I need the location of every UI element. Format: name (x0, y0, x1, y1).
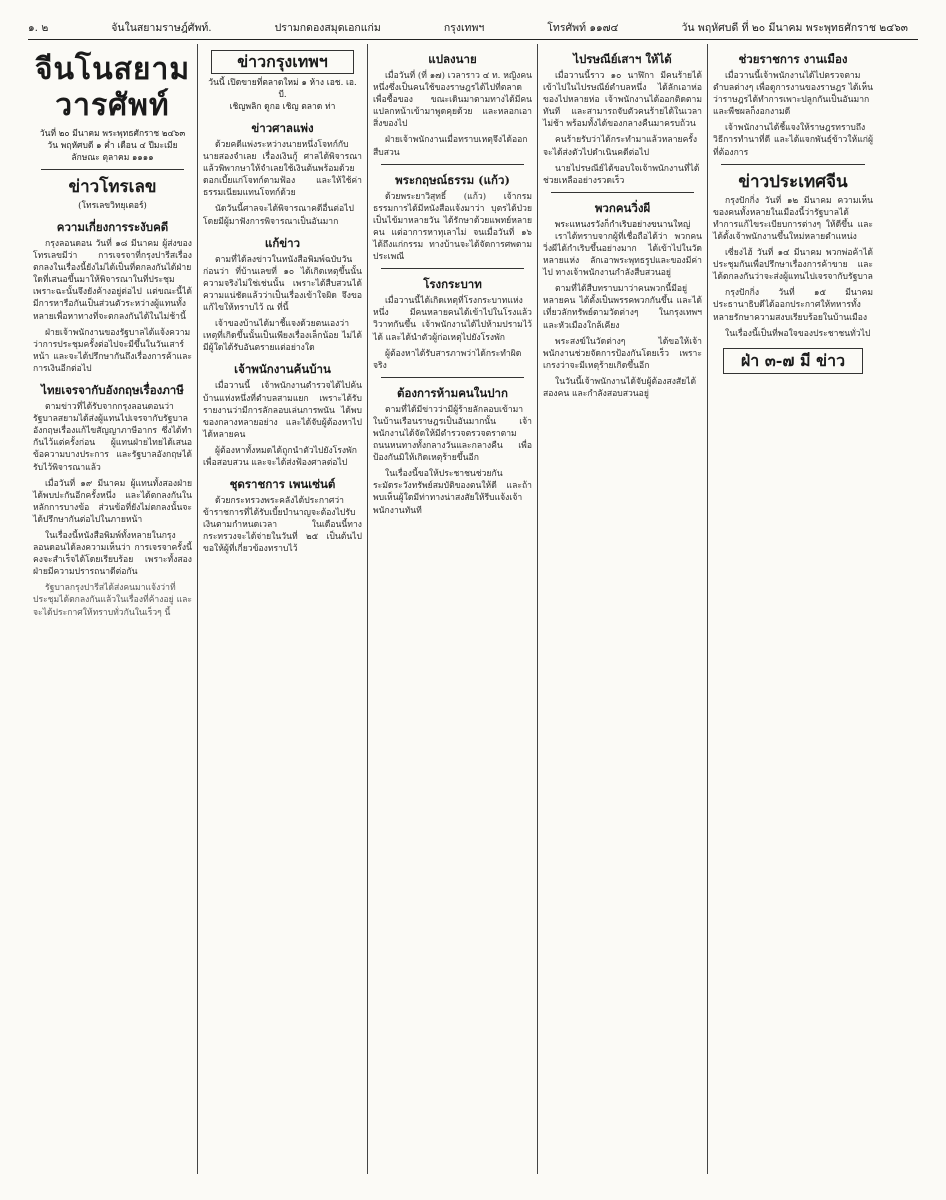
column-3 (368, 44, 538, 1174)
article-heading: ไปรษณีย์เสาฯ ให้ได้ (573, 52, 672, 66)
divider (381, 377, 524, 378)
columns (28, 44, 918, 1174)
article-heading: แปลงนาย (428, 52, 477, 66)
article-heading: พวกคนวิ่งผี (594, 200, 651, 215)
article-heading: ช่วยราชการ งานเมือง (738, 52, 848, 66)
publisher: ปรามกดองสมุดเอกแก่ม (274, 21, 381, 34)
continued-notice: ฝ่า ๓-๗ มี ข่าว (723, 348, 863, 374)
city: กรุงเทพฯ (443, 21, 485, 34)
article-heading: แก้ข่าว (264, 235, 301, 250)
column-1 (28, 44, 198, 1174)
article-paragraph: ด้วยคดีแพ่งระหว่างนายหนึ่งโจทก์กับนายสองจำเลย เรื่องเงินกู้ ศาลได้พิจารณาแล้วพิพากษาให้จำเลยใช้เงินต้นพร้อมด้วยดอกเบี้ยแก่โจทก์ตามฟ้อง และให้ใช้ค่าธรรมเนียมแทนโจทก์ด้วย (203, 140, 362, 199)
article-paragraph: เจ้าพนักงานได้ชี้แจงให้ราษฎรทราบถึงวิธีการทำนาที่ดี และได้แจกพันธุ์ข้าวให้แก่ผู้ที่ต้องการ (713, 123, 873, 158)
article-paragraph: เมื่อวันที่ ๑๙ มีนาคม ผู้แทนทั้งสองฝ่ายได้พบปะกันอีกครั้งหนึ่ง และได้ตกลงกันในหลักการบางข้อ ส่วนข้อที่ยังไม่ตกลงนั้นจะได้ปรึกษากันต่อไปในภายหน้า (33, 478, 192, 525)
column-2 (198, 44, 368, 1174)
article-heading: ต้องการห้ามคนในปาก (397, 385, 508, 400)
article-paragraph: ในเรื่องนี้เป็นที่พอใจของประชาชนทั่วไป (725, 328, 871, 339)
article-paragraph: นายไปรษณีย์ได้ขอบใจเจ้าพนักงานที่ได้ช่วยเหลืออย่างรวดเร็ว (543, 163, 700, 186)
article-paragraph: ในวันนี้เจ้าพนักงานได้จับผู้ต้องสงสัยได้สองคน และกำลังสอบสวนอยู่ (543, 376, 697, 399)
article-paragraph: ฝ่ายเจ้าพนักงานของรัฐบาลได้แจ้งความว่าการประชุมครั้งต่อไปจะมีขึ้นในวันเสาร์หน้า และจะได้ปรึกษากันถึงเรื่องการค้าและการเงินอีกต่อไป (33, 327, 192, 374)
article-heading: ชุดราชการ เพนเซ่นต์ (229, 477, 336, 492)
notice-line: เชิญพลิก ดูกอ เชิญ ตลาด ท่า (229, 102, 336, 112)
article-paragraph: กรุงปักกิ่ง วันที่ ๑๕ มีนาคม ประธานาธิบดีได้ออกประกาศให้ทหารทั้งหลายรักษาความสงบเรียบร้อยในบ้านเมือง (713, 288, 873, 323)
article-paragraph: เมื่อวันที่ (ที่ ๑๗) เวลาราว ๔ ท. หญิงคนหนึ่งซึ่งเป็นคนใช้ของราษฎรได้ไปที่ตลาดเพื่อซื้อของ ขณะเดินมาตามทางได้มีคนแปลกหน้าเข้ามาพูดคุยด้วย และหลอกเอาสิ่งของไป (373, 71, 532, 130)
paper-name: จันในสยามราษฎ์ศัพท์. (111, 21, 212, 34)
phone: โทรศัพท์ ๑๑๗๔ (547, 21, 619, 34)
article-paragraph: เมื่อวานนี้เจ้าพนักงานได้ไปตรวจตามตำบลต่างๆ เพื่อดูการงานของราษฎร ได้เห็นว่าราษฎรได้ทำการเพาะปลูกกันเป็นอันมาก และพืชผลก็งอกงามดี (713, 71, 873, 118)
article-paragraph: ในเรื่องนี้ขอให้ประชาชนช่วยกันระมัดระวังทรัพย์สมบัติของตนให้ดี และถ้าพบเห็นผู้ใดมีท่าทางน่าสงสัยให้รีบแจ้งเจ้าพนักงานทันที (373, 469, 532, 516)
article-paragraph: เมื่อวานนี้ราว ๑๐ นาฬิกา มีคนร้ายได้เข้าไปในไปรษณีย์ตำบลหนึ่ง ได้ลักเอาห่อของไปหลายห่อ เจ้าพนักงานได้ออกติดตามทันที และสามารถจับตัวคนร้ายได้ในเวลาไม่ช้า พร้อมทั้งได้ของกลางคืนมาครบถ้วน (543, 71, 702, 130)
issue-line-1: วันที่ ๒๐ มีนาคม พระพุทธศักราช ๒๔๖๓ (39, 129, 186, 139)
column-4 (538, 44, 708, 1174)
article-heading: พระกฤษณ์ธรรม (แก้ว) (395, 172, 510, 187)
article-heading: ความเกี่ยงการระงับคดี (56, 220, 169, 234)
article-paragraph: เมื่อวานนี้ได้เกิดเหตุที่โรงกระบาทแห่งหนึ่ง มีคนหลายคนได้เข้าไปในโรงแล้ววิวาทกันขึ้น เจ้าพนักงานได้ไปห้ามปรามไว้ได้ และได้นำตัวผู้ก่อเหตุไปยังโรงพัก (373, 296, 532, 343)
article-paragraph: ด้วยกระทรวงพระคลังได้ประกาศว่า ข้าราชการที่ได้รับเบี้ยบำนาญจะต้องไปรับเงินตามกำหนดเวลา ในเดือนนี้ทางกระทรวงจะได้จ่ายในวันที่ ๒๕ เป็นต้นไป ขอให้ผู้ที่เกี่ยวข้องทราบไว้ (203, 496, 362, 555)
article-paragraph: ตามข่าวที่ได้รับจากกรุงลอนดอนว่า รัฐบาลสยามได้ส่งผู้แทนไปเจรจากับรัฐบาลอังกฤษเรื่องแก้ไขสัญญาภาษีอากร ซึ่งได้ทำกันไว้แต่ครั้งก่อน ผู้แทนฝ่ายไทยได้เสนอข้อความบางประการ และรัฐบาลอังกฤษได้รับไว้พิจารณาแล้ว (33, 402, 192, 473)
masthead: จีนโนสยามวารศัพท์ (34, 52, 191, 123)
newspaper-page (28, 18, 918, 1178)
article-subheading: พระแหนงรวังก็กำเริบอย่างขนานใหญ่ (554, 219, 691, 230)
article-paragraph: ตามที่ได้สืบทราบมาว่าคนพวกนี้มีอยู่หลายคน ได้ตั้งเป็นพรรคพวกกันขึ้น และได้เที่ยวลักทรัพย์ตามวัดต่างๆ ในกรุงเทพฯ และหัวเมืองใกล้เคียง (543, 284, 702, 331)
article-paragraph: เซี่ยงไฮ้ วันที่ ๑๔ มีนาคม พวกพ่อค้าได้ประชุมกันเพื่อปรึกษาเรื่องการค้าขาย และได้ตกลงกันว่าจะส่งผู้แทนไปเจรจากับรัฐบาล (713, 248, 873, 283)
article-paragraph: ผู้ต้องหาได้รับสารภาพว่าได้กระทำผิดจริง (373, 348, 522, 371)
article-paragraph: ในเรื่องนี้หนังสือพิมพ์ทั้งหลายในกรุงลอนดอนได้ลงความเห็นว่า การเจรจาครั้งนี้คงจะสำเร็จได้โดยเรียบร้อย เพราะทั้งสองฝ่ายมีความปรารถนาดีต่อกัน (33, 530, 192, 578)
divider (41, 169, 184, 170)
article-paragraph: ด้วยพระยาวิสุทธิ์ (แก้ว) เจ้ากรมธรรมการได้มีหนังสือแจ้งมาว่า บุตรได้ป่วยเป็นไข้มาหลายวัน ได้รักษาด้วยแพทย์หลายคน แต่อาการหาทุเลาไม่ จนเมื่อวันที่ ๑๖ ได้ถึงแก่กรรม ทางบ้านจะได้จัดการศพตามประเพณี (373, 191, 532, 263)
article-paragraph: ฝ่ายเจ้าพนักงานเมื่อทราบเหตุจึงได้ออกสืบสวน (373, 135, 528, 158)
article-heading: ไทยเจรจากับอังกฤษเรื่องภาษี (41, 383, 184, 398)
article-paragraph: นัดวันนี้ศาลจะได้พิจารณาคดีอื่นต่อไป โดยมีผู้มาฟังการพิจารณาเป็นอันมาก (203, 204, 354, 227)
issue-line-2: วัน พฤหัศบดี ๑ ค่ำ เดือน ๔ ปีมะเมีย (47, 141, 178, 151)
article-paragraph: เมื่อวานนี้ เจ้าพนักงานตำรวจได้ไปค้นบ้านแห่งหนึ่งที่ตำบลสามแยก เพราะได้รับรายงานว่ามีการลักลอบเล่นการพนัน ได้พบของกลางหลายอย่าง และได้จับผู้ต้องหาไปได้หลายคน (203, 381, 362, 440)
page-number: ๑. ๒ (28, 21, 49, 34)
divider (381, 164, 524, 165)
article-paragraph: เราได้ทราบจากผู้ที่เชื่อถือได้ว่า พวกคนวิ่งผีได้กำเริบขึ้นอย่างมาก ได้เข้าไปในวัดหลายแห่ง ลักเอาพระพุทธรูปและของมีค่าไป ทางเจ้าพนักงานกำลังสืบสวนอยู่ (543, 231, 702, 279)
divider (721, 164, 865, 165)
article-paragraph: กรุงลอนดอน วันที่ ๑๘ มีนาคม ผู้ส่งของโทรเลขมีว่า การเจรจาที่กรุงปารีสเรื่องตกลงในเรื่องนี้ยังไม่ได้เป็นที่ตกลงกันได้ฝ่ายใดที่เสนอขึ้นมาให้พิจารณาในที่ประชุม เพราะฉะนั้นจึงยังค้างอยู่ต่อไป แต่ขณะนี้ได้มีการหารือกันเป็นส่วนตัวระหว่างผู้แทนทั้งหลายเพื่อหาทางที่จะตกลงกันได้ในไม่ช้านี้ (33, 239, 192, 322)
article-paragraph: ตามที่ได้ลงข่าวในหนังสือพิมพ์ฉบับวันก่อนว่า ที่บ้านเลขที่ ๑๐ ได้เกิดเหตุขึ้นนั้น ความจริงไม่ใช่เช่นนั้น เพราะได้สืบสวนได้ความแน่ชัดแล้วว่าเป็นเรื่องเข้าใจผิด จึงขอแก้ไขให้ทราบไว้ ณ ที่นี้ (203, 254, 362, 314)
article-heading: ข่าวศาลแพ่ง (251, 121, 314, 135)
article-paragraph: ตามที่ได้มีข่าวว่ามีผู้ร้ายลักลอบเข้ามาในบ้านเรือนราษฎรเป็นอันมากนั้น เจ้าพนักงานได้จัดให้มีตำรวจตรวจตราตามถนนหนทางทั้งกลางวันและกลางคืน เพื่อป้องกันมิให้เกิดเหตุร้ายขึ้นอีก (373, 404, 532, 464)
article-paragraph: ผู้ต้องหาทั้งหมดได้ถูกนำตัวไปยังโรงพักเพื่อสอบสวน และจะได้ส่งฟ้องศาลต่อไป (203, 445, 357, 468)
divider (551, 192, 694, 193)
section-heading: ข่าวประเทศจีน (738, 171, 848, 192)
article-paragraph: คนร้ายรับว่าได้กระทำมาแล้วหลายครั้ง จะได้ส่งตัวไปดำเนินคดีต่อไป (543, 135, 698, 158)
article-paragraph: รัฐบาลกรุงปารีสได้ส่งคนมาแจ้งว่าที่ประชุมได้ตกลงกันแล้วในเรื่องที่ค้างอยู่ และจะได้ประกาศให้ทราบทั่วกันในเร็วๆ นี้ (33, 583, 192, 618)
article-paragraph: กรุงปักกิ่ง วันที่ ๑๒ มีนาคม ความเห็นของคนทั้งหลายในเมืองนี้ว่ารัฐบาลได้ทำการแก้ไขระเบียบการต่างๆ ให้ดีขึ้น และได้ตั้งเจ้าพนักงานขึ้นใหม่หลายตำแหน่ง (713, 195, 873, 242)
section-subtitle: (โทรเลขวิทยุเตอร์) (78, 201, 147, 211)
issue-date: วัน พฤหัศบดี ที่ ๒๐ มีนาคม พระพุทธศักราช ๒๔๖๓ (681, 21, 908, 34)
notice-line: วันนี้ เปิดขายที่ตลาดใหม่ ๑ ห้าง เอช. เอ. บี. (208, 78, 357, 100)
article-heading: โรงกระบาท (423, 277, 482, 292)
article-paragraph: เจ้าของบ้านได้มาชี้แจงด้วยตนเองว่าเหตุที่เกิดขึ้นนั้นเป็นเพียงเรื่องเล็กน้อย ไม่ได้มีผู้ใดได้รับอันตรายแต่อย่างใด (203, 319, 362, 354)
page-header (28, 18, 918, 40)
section-heading: ข่าวกรุงเทพฯ (211, 50, 354, 74)
section-heading: ข่าวโทรเลข (68, 177, 157, 197)
divider (381, 268, 524, 269)
article-heading: เจ้าพนักงานค้นบ้าน (234, 362, 331, 377)
column-5 (708, 44, 878, 1174)
article-paragraph: พระสงฆ์ในวัดต่างๆ ได้ขอให้เจ้าพนักงานช่วยจัดการป้องกันโดยเร็ว เพราะเกรงว่าจะมีเหตุร้ายเกิดขึ้นอีก (543, 336, 702, 371)
issue-line-3: ลักษณะ ตุลาคม ๑๑๑๑ (71, 153, 154, 163)
